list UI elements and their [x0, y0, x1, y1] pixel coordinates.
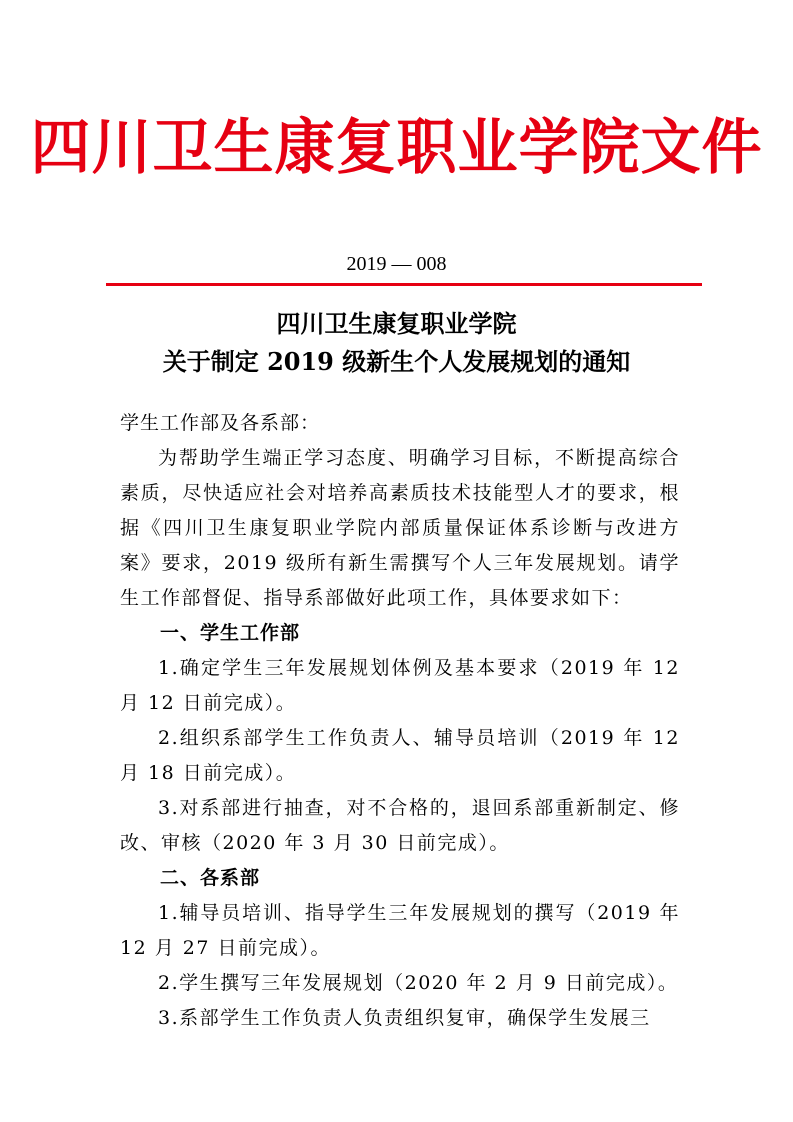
section-heading-departments: 二、各系部	[160, 867, 261, 889]
section-heading-student-affairs: 一、学生工作部	[160, 622, 301, 644]
intro-paragraph: 为帮助学生端正学习态度、明确学习目标，不断提高综合素质，尽快适应社会对培养高素质技术技能型人才的要求，根据《四川卫生康复职业学院内部质量保证体系诊断与改进方案》要求，2019 级所有新生需撰写个人三年发展规划。请学生工作部督促、指导系部做好此项工作，具体要求如下：	[120, 447, 680, 609]
notice-body	[120, 406, 680, 1036]
list-item: 1.确定学生三年发展规划体例及基本要求（2019 年 12 月 12 日前完成）。	[120, 657, 680, 714]
notice-title-line-1: 四川卫生康复职业学院	[276, 309, 517, 338]
salutation: 学生工作部及各系部：	[120, 412, 321, 434]
document-number: 2019 — 008	[346, 253, 447, 275]
list-item: 1.辅导员培训、指导学生三年发展规划的撰写（2019 年 12 月 27 日前完成）。	[120, 902, 680, 959]
list-item: 2.组织系部学生工作负责人、辅导员培训（2019 年 12 月 18 日前完成）。	[120, 727, 680, 784]
document-header-title: 四川卫生康复职业学院文件	[30, 113, 763, 183]
red-header-rule	[106, 283, 702, 286]
list-item: 2.学生撰写三年发展规划（2020 年 2 月 9 日前完成）。	[158, 972, 679, 994]
notice-title-line-2: 关于制定 2019 级新生个人发展规划的通知	[162, 347, 631, 376]
list-item: 3.对系部进行抽查，对不合格的，退回系部重新制定、修改、审核（2020 年 3 月 30 日前完成）。	[120, 797, 680, 854]
list-item: 3.系部学生工作负责人负责组织复审，确保学生发展三	[158, 1007, 651, 1029]
